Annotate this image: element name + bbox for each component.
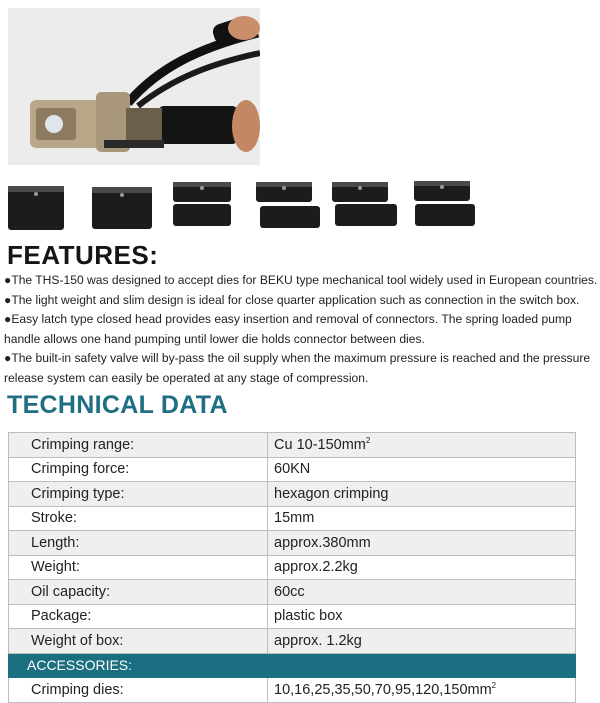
spec-label: Crimping range: [9,433,268,458]
spec-label: Package: [9,604,268,629]
table-row [9,629,576,654]
spec-value: 60cc [268,580,576,605]
bullet: ● [4,312,12,327]
feature-item: ●The built-in safety valve will by-pass the oil supply when the maximum pressure is reached and the pressure release system can easily be operated at any stage of compression. [4,351,591,385]
spec-value: approx. 1.2kg [268,629,576,654]
features-list [4,271,598,389]
spec-value: 15mm [268,506,576,531]
spec-value: approx.2.2kg [268,555,576,580]
technical-data-table [8,432,576,703]
feature-item: ●Easy latch type closed head provides easy insertion and removal of connectors. The spring loaded pump handle allows one hand pumping until lower die holds connector between dies. [4,312,572,346]
bullet: ● [4,273,12,287]
spec-label: Weight of box: [9,629,268,654]
spec-value: hexagon crimping [268,482,576,507]
table-row [9,555,576,580]
bullet: ● [4,292,12,307]
spec-value: Cu $10-150mm^2$ [268,433,576,458]
spec-label: Oil capacity: [9,580,268,605]
accessories-heading: ACCESSORIES: [9,653,576,678]
spec-label: Crimping dies: [9,678,268,703]
table-row [9,678,576,703]
table-row [9,531,576,556]
spec-label: Crimping type: [9,482,268,507]
table-row [9,482,576,507]
feature-item: ●The light weight and slim design is ideal for close quarter application such as connection in the switch box. [4,292,580,307]
bullet: ● [4,351,12,366]
hydraulic-crimping-tool-photo [8,8,260,165]
table-row [9,457,576,482]
features-heading: FEATURES: [7,240,159,270]
spec-value: plastic box [268,604,576,629]
table-row [9,580,576,605]
table-row [9,604,576,629]
spec-label: Weight: [9,555,268,580]
technical-data-heading: TECHNICAL DATA [7,391,228,419]
spec-value: approx.380mm [268,531,576,556]
spec-label: Crimping force: [9,457,268,482]
feature-item: ●The THS-150 was designed to accept dies for BEKU type mechanical tool widely used in European countries. [4,273,598,287]
spec-value: 60KN [268,457,576,482]
crimping-dies-photo [0,176,600,236]
table-row [9,433,576,458]
accessories-header-row [9,653,576,678]
spec-label: Stroke: [9,506,268,531]
table-row [9,506,576,531]
spec-label: Length: [9,531,268,556]
spec-value: $10,16,25,35,50,70,95,120,150mm^2$ [268,678,576,703]
